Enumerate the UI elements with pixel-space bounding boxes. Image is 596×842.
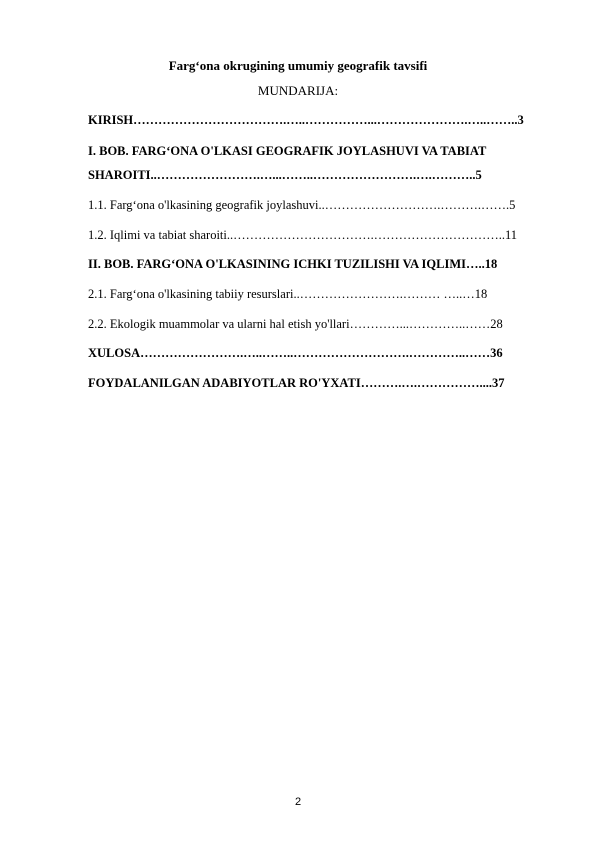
toc-entry-chapter-1-line-2: SHAROITI..…………………….…...……..…………………….….………..5 — [88, 168, 482, 182]
document-title: Farg‘ona okrugining umumiy geografik tavsifi — [168, 58, 428, 73]
toc-entry-section-2-2: 2.2. Ekologik muammolar va ularni hal etish yo'llari…………...…………..……28 — [88, 317, 503, 331]
toc-entry-kirish: KIRISH……………………………….…..……………...………………….…..……..3 — [88, 113, 524, 127]
toc-entry-references: FOYDALANILGAN ADABIYOTLAR RO'YXATI……….….……………....37 — [88, 376, 505, 390]
page-number: 2 — [294, 796, 302, 808]
toc-entry-section-1-2: 1.2. Iqlimi va tabiat sharoiti..…………………………….…………………………..11 — [88, 228, 518, 242]
toc-entry-section-1-1: 1.1. Farg‘ona o'lkasining geografik joylashuvi..……………………….……….…….5 — [88, 198, 516, 212]
toc-heading: MUNDARIJA: — [257, 83, 339, 98]
toc-entry-section-2-1: 2.1. Farg‘ona o'lkasining tabiiy resurslari..…………………….……… …..…18 — [88, 287, 488, 301]
toc-entry-xulosa: XULOSA…………………….…..……..……………………….…………..……36 — [88, 346, 503, 360]
toc-entry-chapter-2: II. BOB. FARG‘ONA O'LKASINING ICHKI TUZILISHI VA IQLIMI…..18 — [88, 257, 498, 271]
toc-entry-chapter-1-line-1: I. BOB. FARG‘ONA O'LKASI GEOGRAFIK JOYLASHUVI VA TABIAT — [88, 144, 487, 158]
